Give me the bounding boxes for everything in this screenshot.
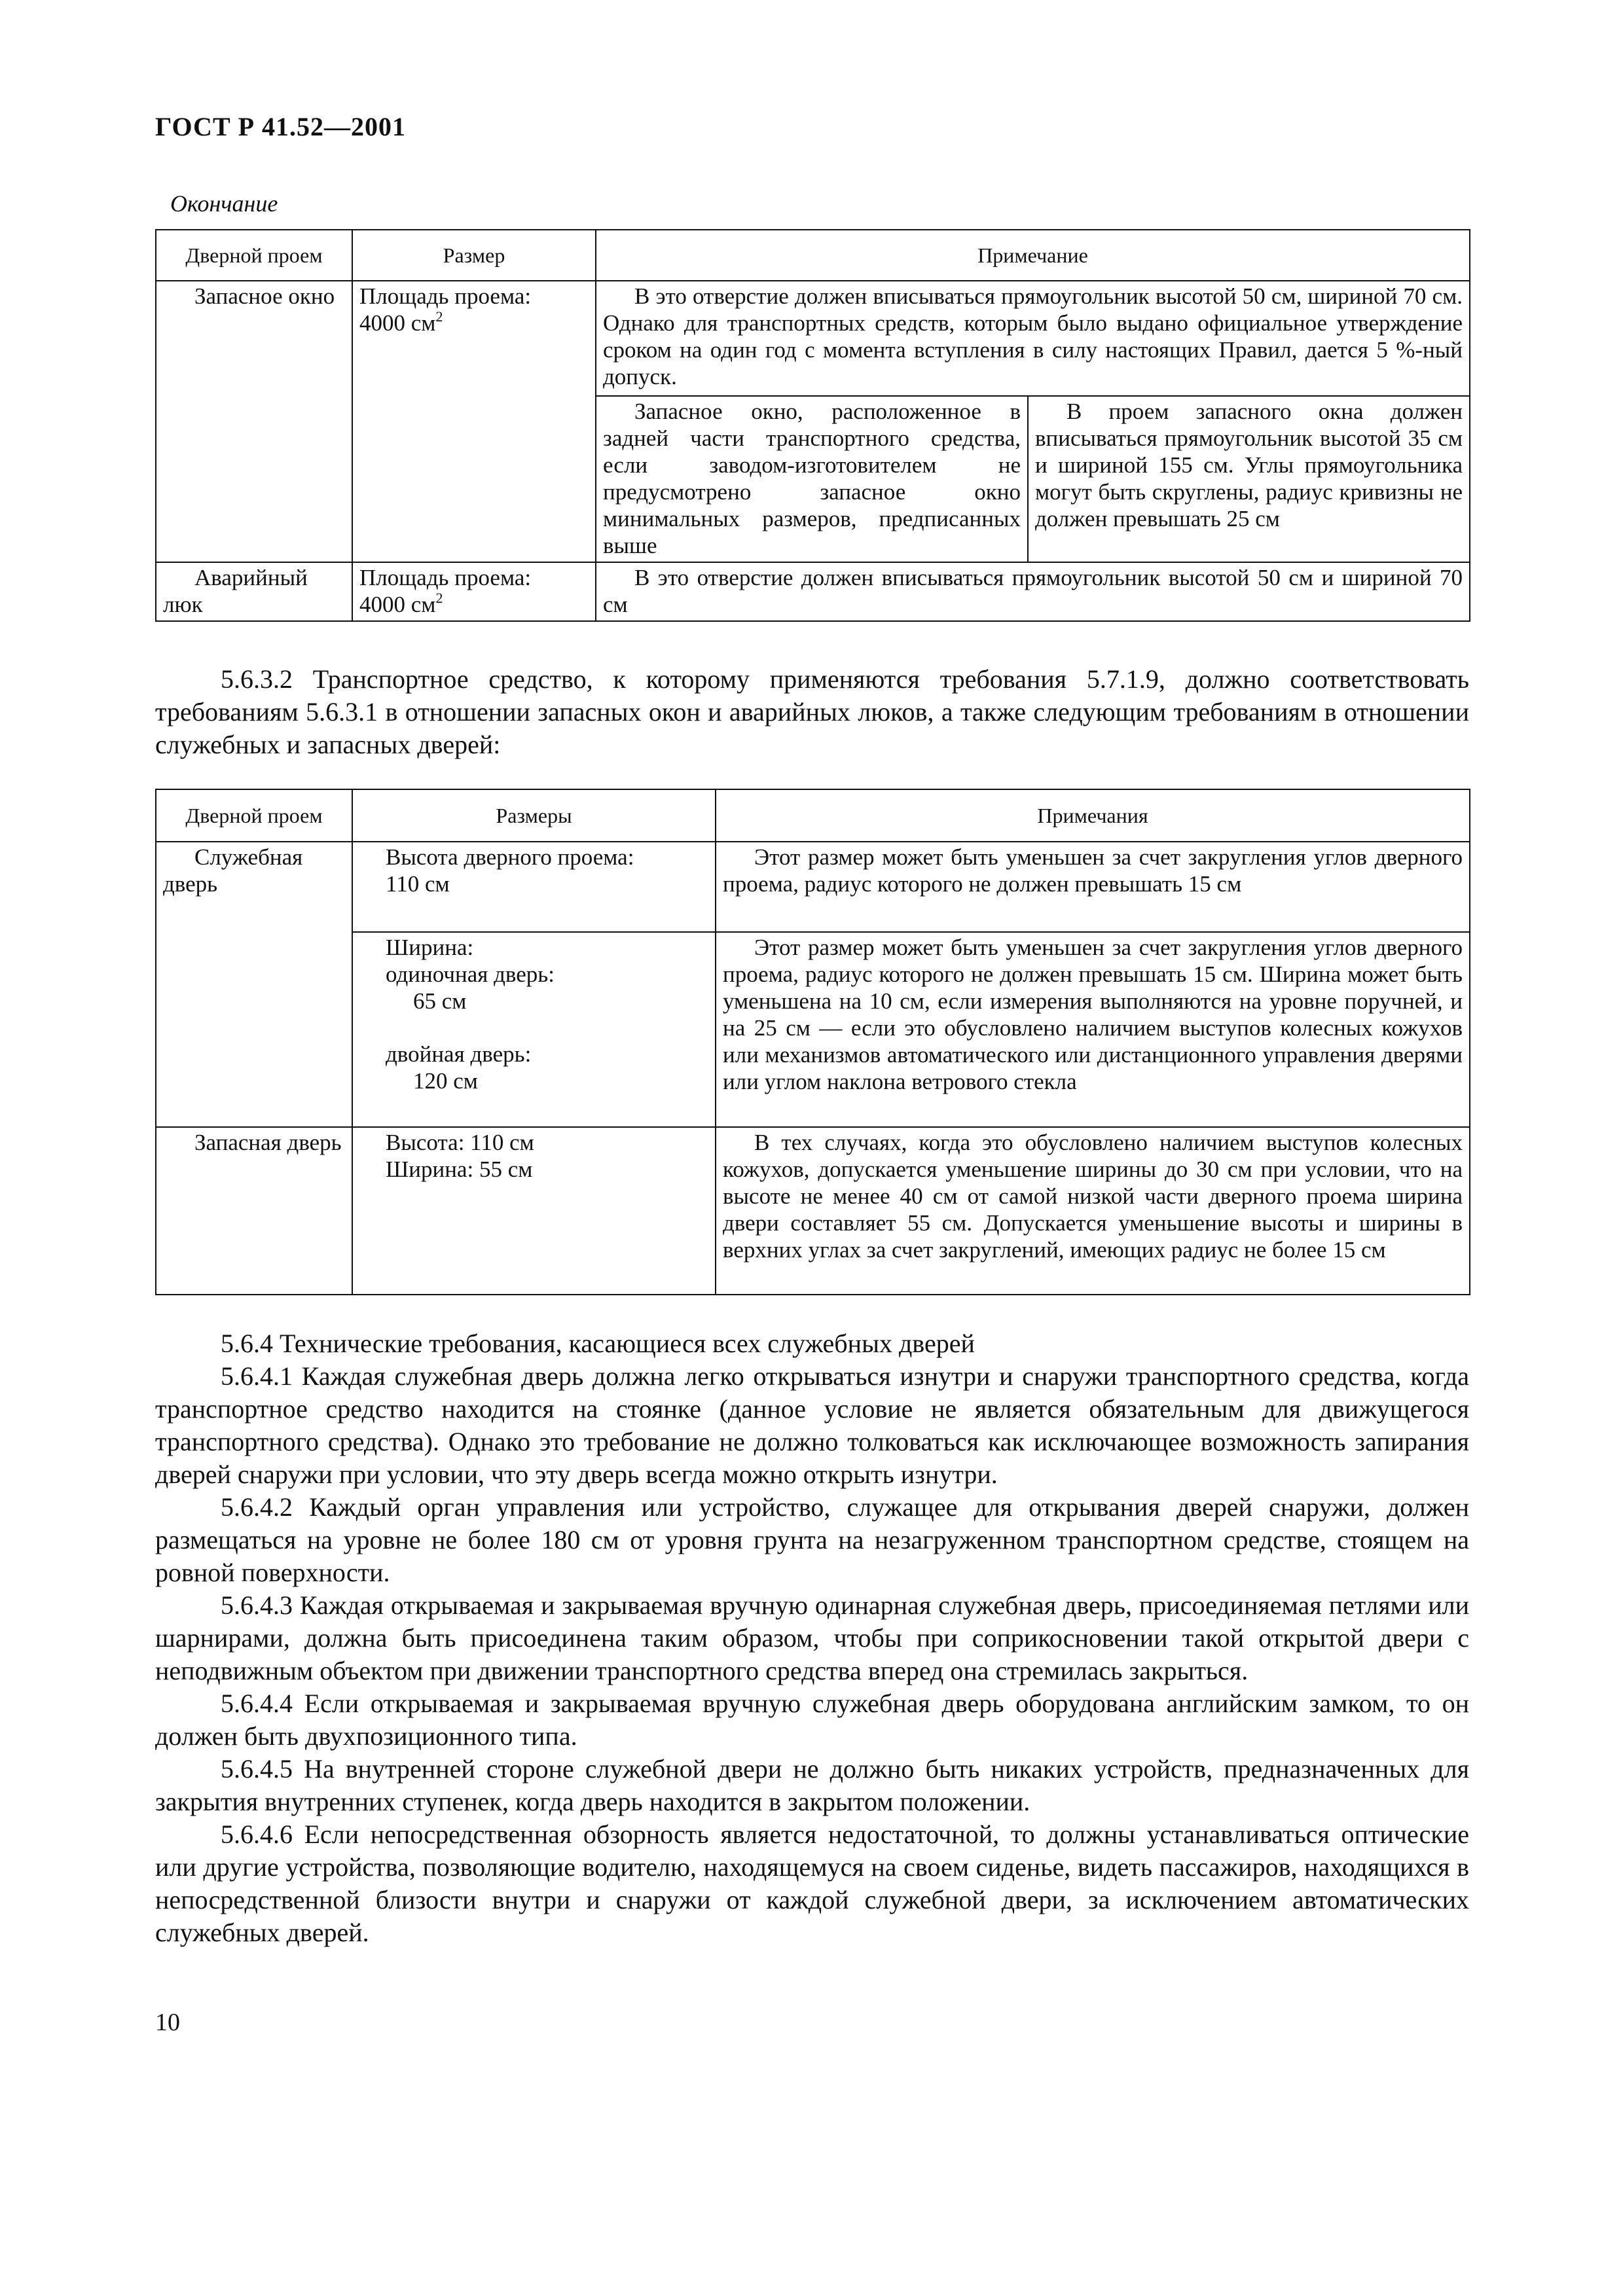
paragraph-5-6-4-5: 5.6.4.5 На внутренней стороне служебной двери не должно быть никаких устройств, предназначенных для закрытия внутренних ступенек, когда дверь находится в закрытом положении.: [155, 1754, 1469, 1816]
size-label: Площадь проема:: [359, 565, 532, 590]
cell-opening: Запасная дверь: [156, 1127, 352, 1295]
size-label: Площадь проема:: [359, 283, 532, 309]
paragraph-5-6-4-1: 5.6.4.1 Каждая служебная дверь должна легко открываться изнутри и снаружи транспортного средства, когда транспортное средство находится на стоянке (данное условие не является обязательным для движущегося транспортного средства). Однако это требование не должно толковаться как исключающее возможность запирания дверей снаружи при условии, что эту дверь всегда можно открыть изнутри.: [155, 1361, 1469, 1489]
column-header-opening: Дверной проем: [156, 789, 352, 842]
cell-opening: Служебная дверь: [156, 842, 352, 1127]
paragraph-5-6-4-4: 5.6.4.4 Если открываемая и закрываемая вручную служебная дверь оборудована английским замком, то он должен быть двухпозиционного типа.: [155, 1689, 1469, 1751]
cell-width: Ширина: одиночная дверь: 65 см двойная дверь: 120 см: [352, 932, 716, 1127]
cell-sub-condition: Запасное окно, расположенное в задней части транспортного средства, если заводом-изготовителем не предусмотрено запасное окно минимальных размеров, предписанных выше: [596, 396, 1028, 562]
size-value: 4000 $см^2$: [359, 308, 443, 336]
table-caption: Окончание: [170, 190, 278, 217]
paragraph-5-6-4-2: 5.6.4.2 Каждый орган управления или устройство, служащее для открывания дверей снаружи, должен размещаться на уровне не более 180 см от уровня грунта на незагруженном транспортном средстве, стоящем на ровной поверхности.: [155, 1492, 1469, 1587]
cell-height-note: Этот размер может быть уменьшен за счет закругления углов дверного проема, радиус которого не должен превышать 15 см: [716, 842, 1470, 932]
size-value: 4000 $см^2$: [359, 590, 443, 617]
column-header-note: Примечание: [596, 230, 1470, 281]
cell-note: В тех случаях, когда это обусловлено наличием выступов колесных кожухов, допускается уменьшение ширины до 30 см при условии, что на высоте не менее 40 см от самой низкой части дверного проема ширина двери составляет 55 см. Допускается уменьшение высоты и ширины в верхних углах за счет закруглений, имеющих радиус не более 15 см: [716, 1127, 1470, 1295]
column-header-dimensions: Размеры: [352, 789, 716, 842]
cell-dimensions: Высота: 110 см Ширина: 55 см: [352, 1127, 716, 1295]
paragraph-5-6-4-3: 5.6.4.3 Каждая открываемая и закрываемая вручную одинарная служебная дверь, присоединяемая петлями или шарнирами, должна быть присоединена таким образом, чтобы при соприкосновении такой открытой двери с неподвижным объектом при движении транспортного средства вперед она стремилась закрыться.: [155, 1590, 1469, 1685]
cell-opening: Запасное окно: [156, 281, 352, 562]
page-number: 10: [155, 2009, 180, 2036]
section-5-6-4: [155, 1327, 1469, 1949]
column-header-size: Размер: [352, 230, 596, 281]
cell-opening: Аварийный люк: [156, 562, 352, 621]
cell-width-note: Этот размер может быть уменьшен за счет закругления углов дверного проема, радиус которого не должен превышать 15 см. Ширина может быть уменьшена на 10 см, если измерения выполняются на уровне поручней, и на 25 см — если это обусловлено наличием выступов колесных кожухов или механизмов автоматического или дистанционного управления дверями или углом наклона ветрового стекла: [716, 932, 1470, 1127]
column-header-opening: Дверной проем: [156, 230, 352, 281]
cell-size: [352, 281, 596, 562]
cell-size: [352, 562, 596, 621]
paragraph-5-6-3-2: 5.6.3.2 Транспортное средство, к которому применяются требования 5.7.1.9, должно соответствовать требованиям 5.6.3.1 в отношении запасных окон и аварийных люков, а также следующим требованиям в отношении служебных и запасных дверей:: [155, 664, 1469, 759]
paragraph-5-6-4-6: 5.6.4.6 Если непосредственная обзорность является недостаточной, то должны устанавливаться оптические или другие устройства, позволяющие водителю, находящемуся на своем сиденье, видеть пассажиров, находящихся в непосредственной близости внутри и снаружи от каждой служебной двери, за исключением автоматических служебных дверей.: [155, 1820, 1469, 1947]
cell-note: В это отверстие должен вписываться прямоугольник высотой 50 см, шириной 70 см. Однако для транспортных средств, которым было выдано официальное утверждение сроком на один год с момента вступления в силу настоящих Правил, дается 5 %-ный допуск.: [596, 281, 1470, 396]
cell-sub-note: В проем запасного окна должен вписываться прямоугольник высотой 35 см и шириной 155 см. Углы прямоугольника могут быть скруглены, радиус кривизны не должен превышать 25 см: [1028, 396, 1470, 562]
paragraph-5-6-4: 5.6.4 Технические требования, касающиеся всех служебных дверей: [221, 1329, 975, 1358]
table-doors: [155, 789, 1470, 1295]
table-emergency-openings: [155, 229, 1470, 622]
cell-height: Высота дверного проема: 110 см: [352, 842, 716, 932]
cell-note: В это отверстие должен вписываться прямоугольник высотой 50 см и шириной 70 см: [596, 562, 1470, 621]
document-header: ГОСТ Р 41.52—2001: [155, 112, 407, 141]
column-header-notes: Примечания: [716, 789, 1470, 842]
